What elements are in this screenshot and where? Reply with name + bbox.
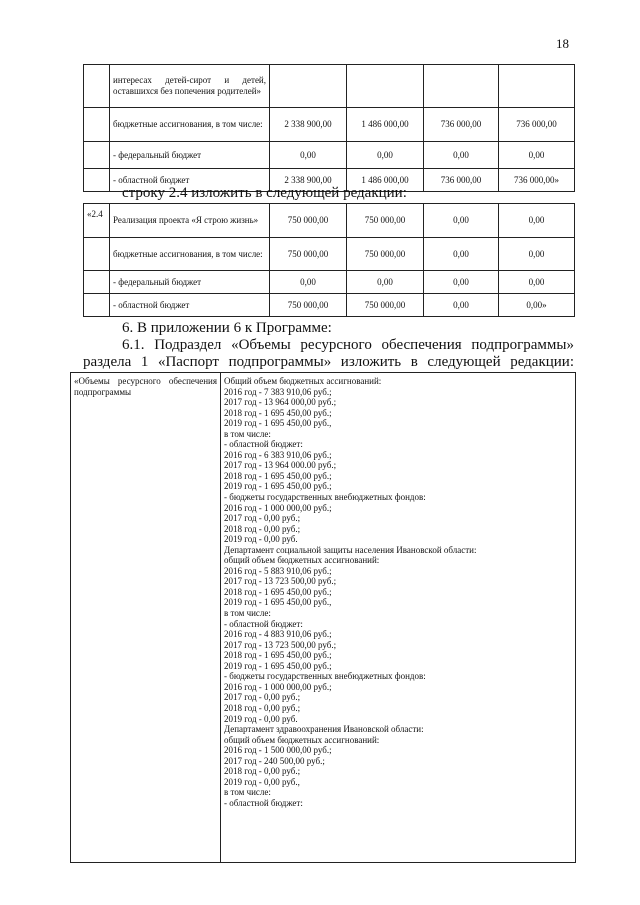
passport-line: 2019 год - 1 695 450,00 руб.,: [224, 597, 332, 608]
passport-line: 2019 год - 1 695 450,00 руб.;: [224, 481, 332, 492]
value-cell: 0,00: [270, 142, 347, 169]
row-name: - областной бюджет: [110, 169, 270, 192]
value-cell: 750 000,00: [347, 238, 424, 271]
passport-line: 2017 год - 13 723 500,00 руб.;: [224, 639, 337, 650]
row-code: [84, 65, 110, 108]
value-cell: 0,00»: [499, 294, 575, 317]
passport-line: 2018 год - 0,00 руб.;: [224, 702, 301, 713]
row-name: - федеральный бюджет: [110, 142, 270, 169]
value-cell: [347, 65, 424, 108]
value-cell: 2 338 900,00: [270, 108, 347, 142]
value-cell: 0,00: [424, 271, 499, 294]
row-code: [84, 108, 110, 142]
passport-line: 2017 год - 0,00 руб.;: [224, 692, 301, 703]
budget-table-continuation: [83, 64, 575, 192]
passport-line: 2017 год - 13 964 000.00 руб.;: [224, 460, 337, 471]
row-name: - федеральный бюджет: [110, 271, 270, 294]
passport-line: 2016 год - 4 883 910,06 руб.;: [224, 629, 332, 640]
paragraph-line: раздела 1 «Паспорт подпрограммы» изложить в следующей редакции:: [83, 354, 574, 370]
table-row: [71, 373, 576, 863]
value-cell: 0,00: [424, 142, 499, 169]
passport-line: 2019 год - 1 695 450,00 руб.,: [224, 418, 332, 429]
passport-line: - областной бюджет:: [224, 618, 303, 629]
value-cell: [424, 65, 499, 108]
paragraph-line: 6.1. Подраздел «Объемы ресурсного обеспечения подпрограммы»: [122, 337, 574, 353]
row-name: Реализация проекта «Я строю жизнь»: [110, 204, 270, 238]
table-row: [84, 65, 575, 108]
value-cell: 750 000,00: [270, 204, 347, 238]
passport-line: 2016 год - 1 500 000,00 руб.;: [224, 745, 332, 756]
value-cell: 736 000,00: [424, 108, 499, 142]
value-cell: 0,00: [424, 238, 499, 271]
passport-line: 2018 год - 1 695 450,00 руб.;: [224, 650, 332, 661]
value-cell: 0,00: [424, 294, 499, 317]
value-cell: 750 000,00: [347, 294, 424, 317]
passport-line: Департамент социальной защиты населения Ивановской области:: [224, 544, 477, 555]
table-row: [84, 294, 575, 317]
passport-line: 2016 год - 7 383 910,06 руб.;: [224, 386, 332, 397]
passport-line: в том числе:: [224, 608, 271, 619]
passport-line: - бюджеты государственных внебюджетных фондов:: [224, 671, 426, 682]
value-cell: 2 338 900,00: [270, 169, 347, 192]
value-cell: 0,00: [499, 238, 575, 271]
passport-line: 2018 год - 0,00 руб.;: [224, 523, 301, 534]
value-cell: 0,00: [499, 142, 575, 169]
row-name: интересах детей-сирот и детей, оставшихся без попечения родителей»: [110, 65, 270, 108]
table-row: [84, 142, 575, 169]
value-cell: 736 000,00: [499, 108, 575, 142]
table-row: [84, 204, 575, 238]
passport-line: 2018 год - 1 695 450,00 руб.;: [224, 586, 332, 597]
row-code: [84, 169, 110, 192]
value-cell: 1 486 000,00: [347, 169, 424, 192]
value-cell: 0,00: [347, 271, 424, 294]
value-cell: 736 000,00»: [499, 169, 575, 192]
value-cell: 750 000,00: [270, 238, 347, 271]
value-cell: 0,00: [347, 142, 424, 169]
passport-line: 2017 год - 13 964 000,00 руб.;: [224, 397, 337, 408]
passport-line: 2016 год - 6 383 910,06 руб.;: [224, 449, 332, 460]
table-row: [84, 108, 575, 142]
value-cell: 0,00: [499, 204, 575, 238]
passport-line: 2016 год - 1 000 000,00 руб.;: [224, 502, 332, 513]
passport-line: 2016 год - 1 000 000,00 руб.;: [224, 681, 332, 692]
page-number: 18: [556, 36, 569, 51]
value-cell: 736 000,00: [424, 169, 499, 192]
row-name: бюджетные ассигнования, в том числе:: [110, 238, 270, 271]
value-cell: 0,00: [499, 271, 575, 294]
row-name: бюджетные ассигнования, в том числе:: [110, 108, 270, 142]
table-row: [84, 271, 575, 294]
passport-line: 2016 год - 5 883 910,06 руб.;: [224, 565, 332, 576]
passport-line: - бюджеты государственных внебюджетных фондов:: [224, 492, 426, 503]
passport-line: 2018 год - 1 695 450,00 руб.;: [224, 470, 332, 481]
budget-table-row-2-4: [83, 203, 575, 317]
passport-line: общий объем бюджетных ассигнований:: [224, 734, 380, 745]
passport-content: [221, 373, 576, 863]
passport-line: 2019 год - 0,00 руб.: [224, 534, 298, 545]
passport-line: 2019 год - 0,00 руб.: [224, 713, 298, 724]
value-cell: [270, 65, 347, 108]
passport-line: 2017 год - 13 723 500,00 руб.;: [224, 576, 337, 587]
value-cell: 750 000,00: [347, 204, 424, 238]
passport-line: Департамент здравоохранения Ивановской области:: [224, 724, 424, 735]
passport-line: - областной бюджет:: [224, 439, 303, 450]
passport-line: 2017 год - 240 500,00 руб.;: [224, 755, 325, 766]
row-code: [84, 271, 110, 294]
row-code: [84, 142, 110, 169]
value-cell: [499, 65, 575, 108]
passport-line: - областной бюджет:: [224, 797, 303, 808]
table-row: [84, 238, 575, 271]
row-name: - областной бюджет: [110, 294, 270, 317]
row-code: [84, 294, 110, 317]
value-cell: 750 000,00: [270, 294, 347, 317]
row-code: [84, 238, 110, 271]
section-heading: 6. В приложении 6 к Программе:: [122, 320, 332, 336]
passport-line: 2019 год - 1 695 450,00 руб.;: [224, 660, 332, 671]
passport-line: общий объем бюджетных ассигнований:: [224, 555, 380, 566]
passport-line: 2017 год - 0,00 руб.;: [224, 513, 301, 524]
passport-line: в том числе:: [224, 787, 271, 798]
row-code: «2.4: [84, 204, 110, 238]
passport-label: «Объемы ресурсного обеспечения подпрограммы: [71, 373, 221, 863]
passport-line: в том числе:: [224, 428, 271, 439]
instruction-line: строку 2.4 изложить в следующей редакции:: [122, 185, 407, 201]
passport-line: 2018 год - 1 695 450,00 руб.;: [224, 407, 332, 418]
passport-line: 2018 год - 0,00 руб.;: [224, 766, 301, 777]
passport-line: 2019 год - 0,00 руб.,: [224, 776, 300, 787]
passport-table: [70, 372, 576, 863]
value-cell: 0,00: [270, 271, 347, 294]
passport-line: Общий объем бюджетных ассигнований:: [224, 376, 382, 386]
value-cell: 1 486 000,00: [347, 108, 424, 142]
value-cell: 0,00: [424, 204, 499, 238]
